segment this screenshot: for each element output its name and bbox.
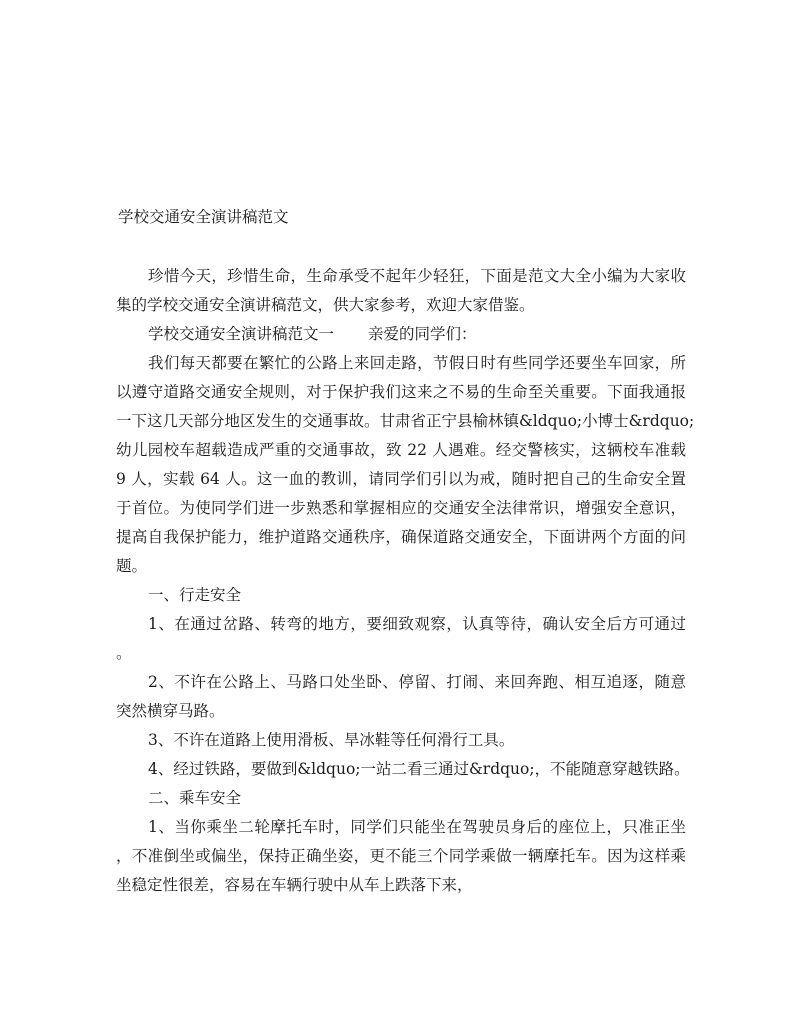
text-line: 坐稳定性很差，容易在车辆行驶中从车上跌落下来，	[116, 876, 473, 894]
text-line: ，不准倒坐或偏坐，保持正确坐姿，更不能三个同学乘做一辆摩托车。因为这样乘	[116, 847, 686, 865]
text-line: 题。	[116, 557, 148, 575]
section-heading: 一、行走安全	[148, 586, 242, 604]
text-line: 3、不许在道路上使用滑板、旱冰鞋等任何滑行工具。	[148, 731, 515, 749]
section-heading: 二、乘车安全	[148, 789, 242, 807]
text-line: 。	[116, 644, 132, 662]
document-body	[116, 262, 695, 900]
text-line: 珍惜今天，珍惜生命，生命承受不起年少轻狂，下面是范文大全小编为大家收	[148, 267, 686, 285]
text-line: 一下这几天部分地区发生的交通事故。甘肃省正宁县榆林镇&ldquo;小博士&rdquo;	[116, 412, 695, 430]
text-line: 幼儿园校车超载造成严重的交通事故，致 22 人遇难。经交警核实，这辆校车准载	[116, 441, 686, 459]
text-line: 2、不许在公路上、马路口处坐卧、停留、打闹、来回奔跑、相互追逐，随意	[148, 673, 686, 691]
text-line: 我们每天都要在繁忙的公路上来回走路，节假日时有些同学还要坐车回家，所	[148, 354, 686, 372]
text-line: 1、在通过岔路、转弯的地方，要细致观察，认真等待，确认安全后方可通过	[148, 615, 686, 633]
text-line: 9 人，实载 64 人。这一血的教训，请同学们引以为戒，随时把自己的生命安全置	[116, 470, 686, 488]
text-line: 1、当你乘坐二轮摩托车时，同学们只能坐在驾驶员身后的座位上，只准正坐	[148, 818, 686, 836]
text-line: 集的学校交通安全演讲稿范文，供大家参考，欢迎大家借鉴。	[116, 296, 535, 314]
section-heading: 学校交通安全演讲稿范文一	[148, 325, 335, 343]
document-title: 学校交通安全演讲稿范文	[118, 208, 289, 226]
text-line: 突然横穿马路。	[116, 702, 225, 720]
text-line: 于首位。为使同学们进一步熟悉和掌握相应的交通安全法律常识，增强安全意识，	[116, 499, 686, 517]
text-line: 以遵守道路交通安全规则，对于保护我们这来之不易的生命至关重要。下面我通报	[116, 383, 686, 401]
salutation: 亲爱的同学们：	[368, 325, 477, 343]
text-line: 提高自我保护能力，维护道路交通秩序，确保道路交通安全，下面讲两个方面的问	[116, 528, 686, 546]
text-line: 4、经过铁路，要做到&ldquo;一站二看三通过&rdquo;，不能随意穿越铁路。	[148, 760, 690, 778]
text-line-split	[116, 320, 686, 349]
